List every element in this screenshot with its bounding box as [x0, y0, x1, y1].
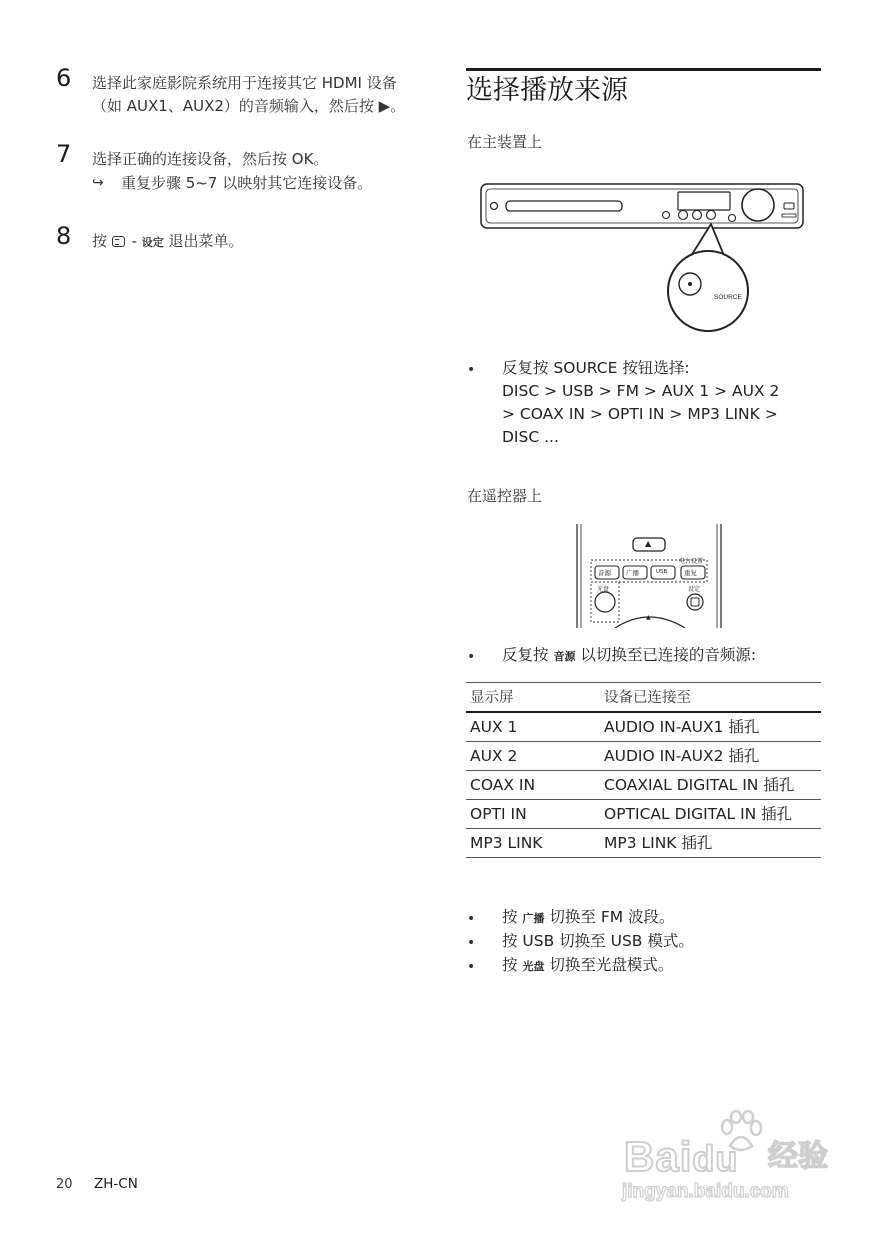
bullet-5-suffix: 切换至光盘模式。 [549, 956, 674, 974]
radio-button-label: 广播 [626, 569, 639, 577]
audio-source-button-label: 音源 [598, 569, 611, 577]
eject-icon: ▲ [645, 539, 652, 548]
bullet-2-text [502, 644, 756, 669]
step-7-text: 选择正确的连接设备，然后按 OK。 [92, 150, 329, 168]
header-display: 显示屏 [466, 683, 600, 713]
source-table [466, 682, 821, 858]
main-unit-illustration [478, 176, 818, 336]
on-remote-heading: 在遥控器上 [467, 487, 543, 505]
bullet-1: • [467, 362, 476, 378]
volume-knob-icon [742, 189, 774, 221]
table-cell: COAXIAL DIGITAL IN 插孔 [600, 771, 821, 800]
bullet-5: • [467, 959, 476, 975]
disc-key-label: 光盘 [522, 960, 545, 973]
bullet-2: • [467, 649, 476, 665]
page-number: 20 [56, 1177, 73, 1192]
table-cell: MP3 LINK 插孔 [600, 829, 821, 858]
setup-menu-icon [112, 236, 125, 247]
source-button-icon [707, 211, 716, 220]
setup-key-label: 设定 [141, 236, 164, 249]
table-cell: OPTICAL DIGITAL IN 插孔 [600, 800, 821, 829]
remote-illustration [575, 524, 725, 628]
audio-source-key-label: 音源 [553, 650, 576, 663]
callout-zoom-circle [668, 251, 748, 331]
step-7-result-text: 重复步骤 5~7 以映射其它连接设备。 [121, 174, 373, 192]
setup-button-label: 设定 [688, 586, 701, 593]
step-8-suffix: 退出菜单。 [163, 232, 244, 250]
bullet-5-text [502, 954, 673, 979]
usb-button-label: USB [656, 569, 668, 575]
table-row [466, 712, 821, 742]
bullet-3-prefix: 按 [502, 908, 518, 926]
table-row [466, 800, 821, 829]
disc-slot [506, 201, 622, 211]
display-window [678, 192, 730, 210]
table-row [466, 771, 821, 800]
step-6-number: 6 [56, 64, 72, 92]
watermark-baidu-text: Baidu [624, 1133, 739, 1180]
language-code: ZH-CN [94, 1176, 138, 1192]
bullet-1-line-4: DISC ... [502, 428, 559, 446]
power-button-icon [491, 203, 498, 210]
watermark-url: jingyan.baidu.com [622, 1181, 789, 1202]
bullet-3-suffix: 切换至 FM 波段。 [549, 908, 675, 926]
table-cell: COAX IN [466, 771, 600, 800]
repeat-button-label: 重复 [684, 569, 697, 577]
table-row [466, 742, 821, 771]
table-cell: AUDIO IN-AUX2 插孔 [600, 742, 821, 771]
bullet-2-prefix: 反复按 [502, 646, 549, 664]
bullet-5-prefix: 按 [502, 956, 518, 974]
bullet-1-line-1: 反复按 SOURCE 按钮选择: [502, 359, 690, 377]
step-6-text: 选择此家庭影院系统用于连接其它 HDMI 设备（如 AUX1、AUX2）的音频输入，然后按 ▶。 [92, 74, 406, 115]
table-row [466, 829, 821, 858]
bullet-4: • [467, 935, 476, 951]
step-8-prefix: 按 [92, 232, 108, 250]
step-7-number: 7 [56, 140, 72, 168]
step-8-text [92, 230, 244, 254]
bullet-1-line-3: > COAX IN > OPTI IN > MP3 LINK > [502, 405, 778, 423]
watermark-jingyan-text: 经验 [768, 1139, 828, 1174]
disc-button [595, 592, 615, 612]
step-8-dash: - [126, 232, 142, 250]
bullet-3: • [467, 911, 476, 927]
source-button-label: SOURCE [714, 294, 742, 301]
on-main-unit-heading: 在主装置上 [467, 133, 543, 151]
section-title: 选择播放来源 [466, 75, 628, 106]
section-top-rule [466, 68, 821, 71]
bullet-3-text [502, 906, 675, 931]
step-8-number: 8 [56, 222, 72, 250]
table-cell: AUDIO IN-AUX1 插孔 [600, 712, 821, 742]
table-cell: OPTI IN [466, 800, 600, 829]
header-connected-to: 设备已连接至 [600, 683, 821, 713]
bullet-2-suffix: 以切换至已连接的音频源: [580, 646, 757, 664]
remote-top-label: 电台设置 [679, 558, 704, 565]
setup-button [687, 594, 703, 610]
table-header-row [466, 683, 821, 713]
table-cell: AUX 2 [466, 742, 600, 771]
up-arrow-icon: ▲ [646, 614, 651, 621]
bullet-4-text: 按 USB 切换至 USB 模式。 [502, 932, 694, 950]
table-cell: AUX 1 [466, 712, 600, 742]
disc-button-label: 光盘 [597, 586, 610, 593]
result-arrow-icon: ↪ [92, 175, 104, 191]
baidu-watermark [618, 1110, 828, 1205]
table-cell: MP3 LINK [466, 829, 600, 858]
bullet-1-line-2: DISC > USB > FM > AUX 1 > AUX 2 [502, 382, 780, 400]
radio-key-label: 广播 [522, 912, 545, 925]
